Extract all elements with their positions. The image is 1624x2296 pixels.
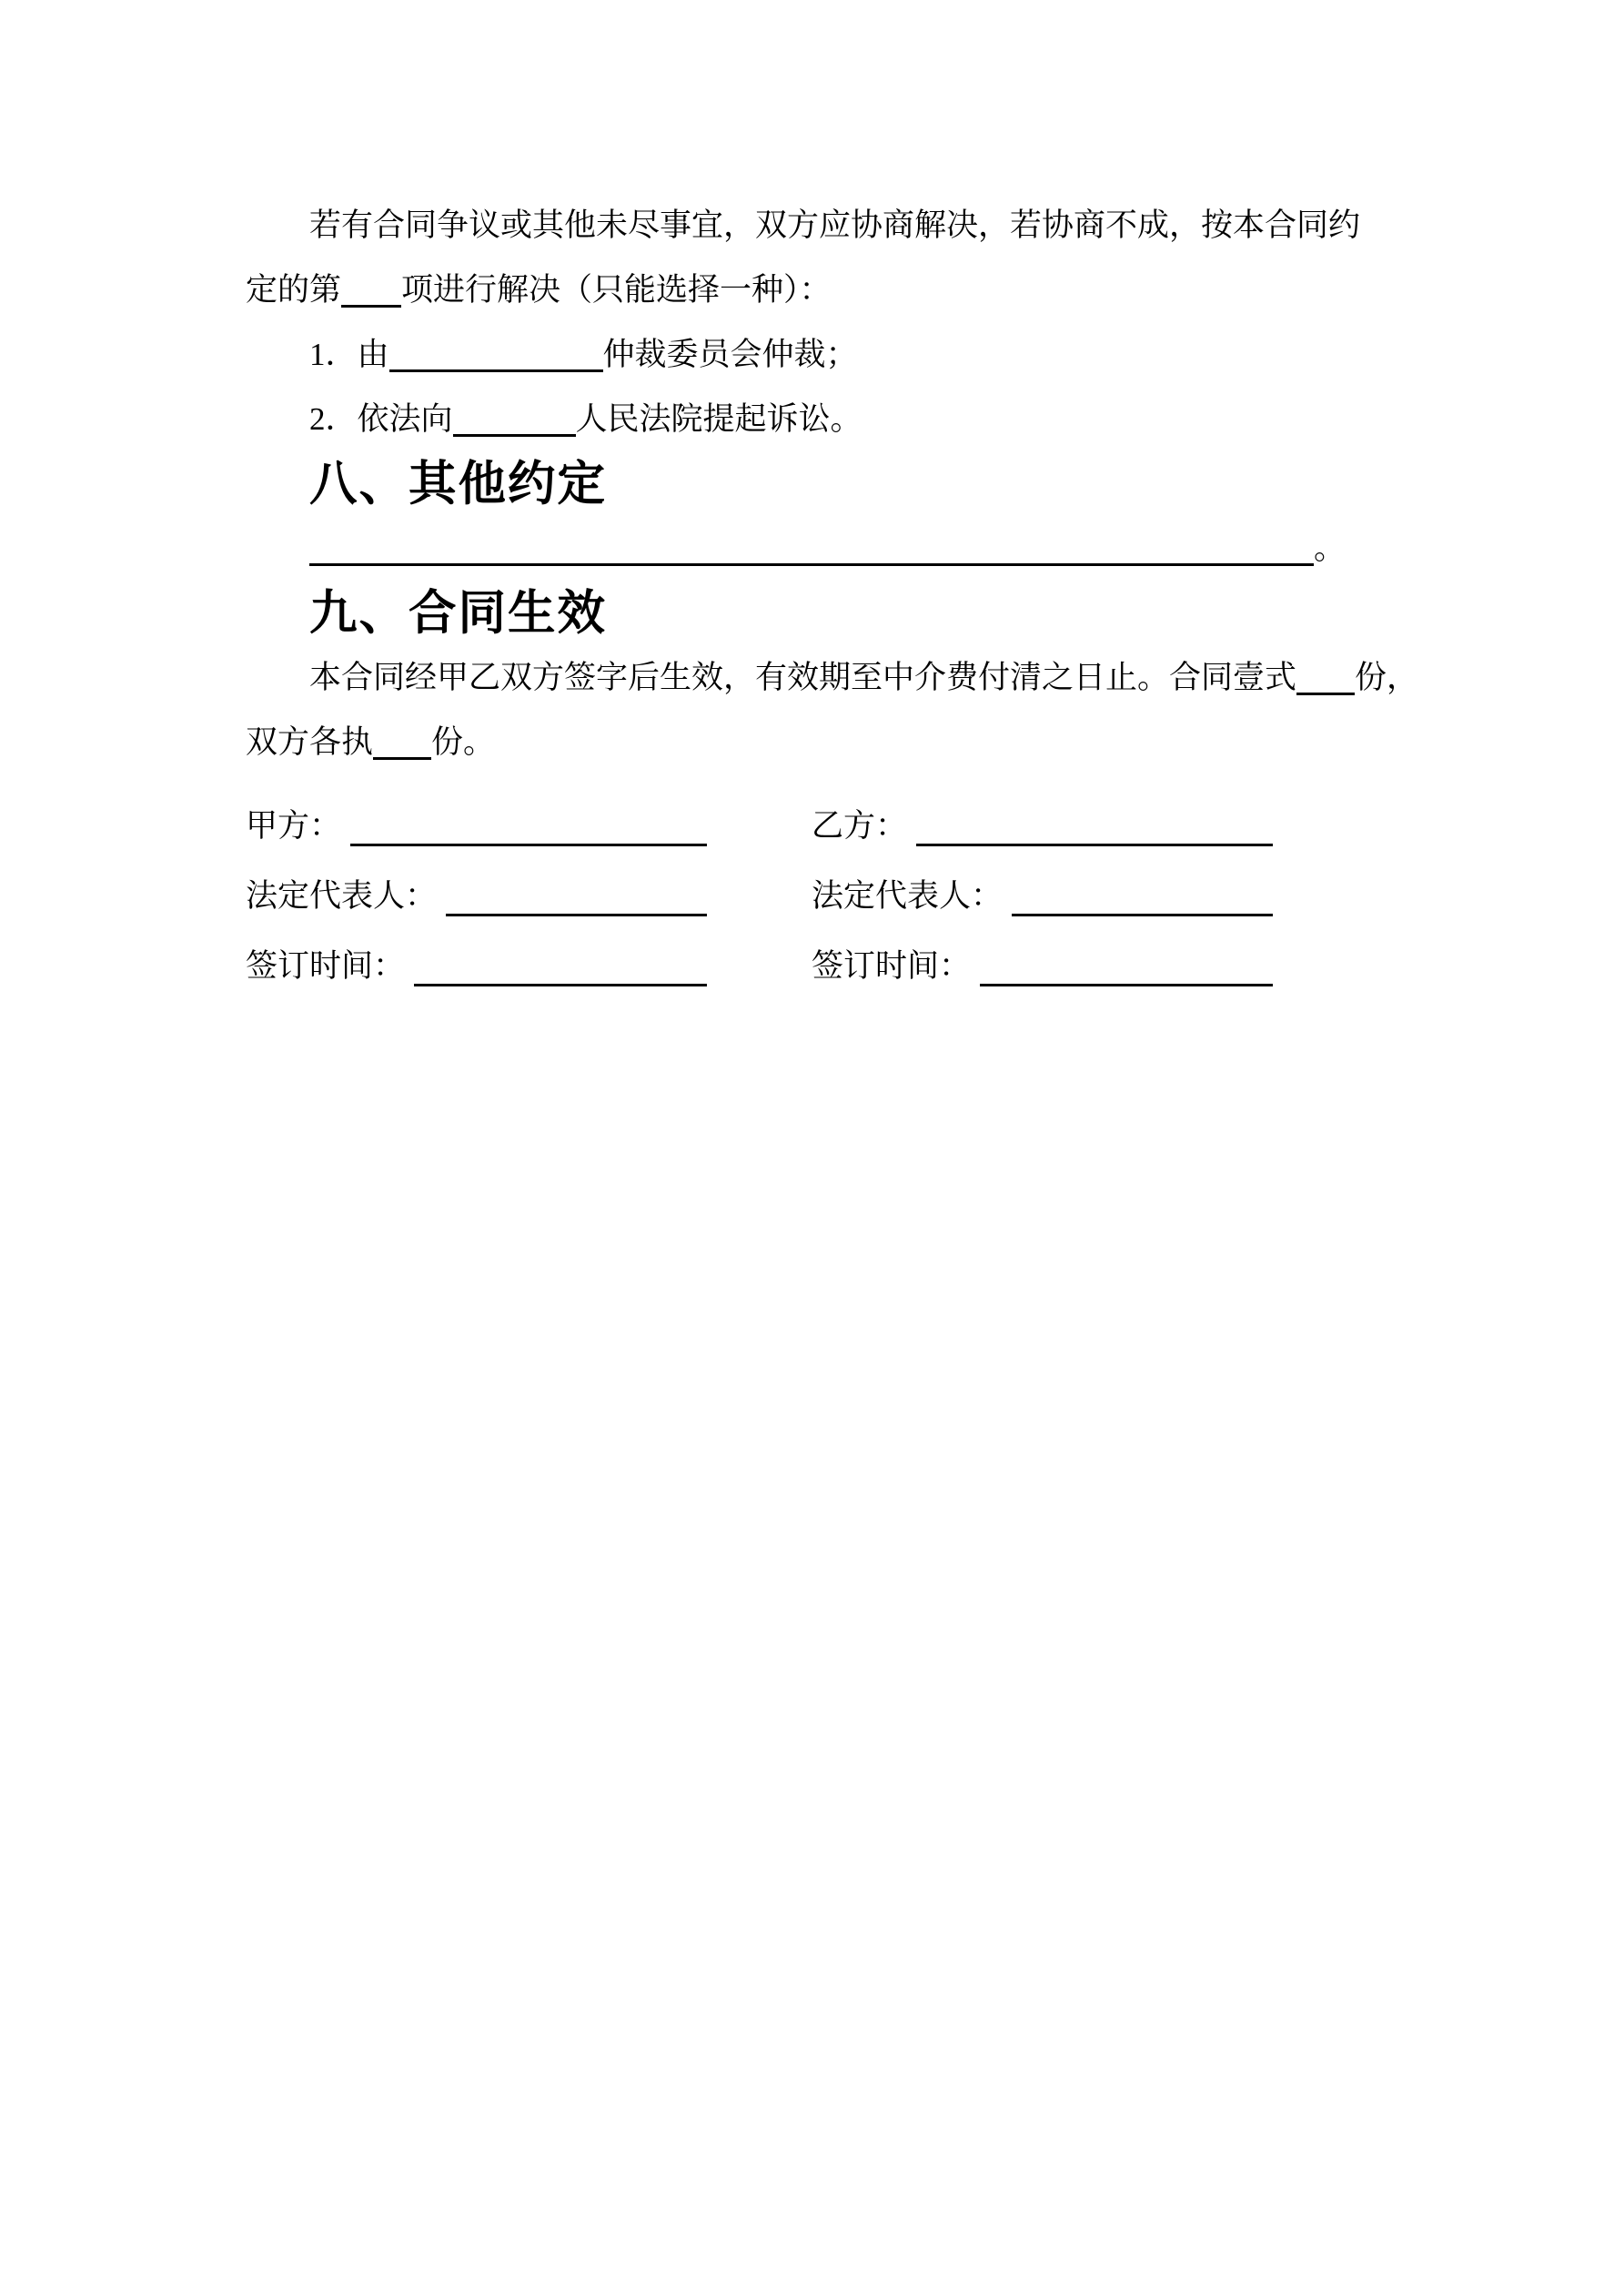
blank-party-b-legal-rep <box>1012 861 1273 916</box>
blank-party-a-name <box>350 791 707 846</box>
blank-court-name <box>453 407 576 437</box>
blank-total-copies <box>1296 665 1355 695</box>
party-a-signature <box>246 791 707 861</box>
effect-paragraph-line1 <box>246 645 1419 710</box>
other-agreements-period: 。 <box>1314 531 1347 566</box>
blank-other-agreements <box>309 536 1314 566</box>
party-a-label: 甲方： <box>246 808 342 844</box>
party-a-sign-time <box>246 931 707 1001</box>
blank-party-b-name <box>916 791 1273 846</box>
signature-block <box>246 791 1378 1001</box>
dispute-line2-prefix: 定的第 <box>246 272 342 308</box>
effect-line2-suffix: 份。 <box>431 724 496 760</box>
party-b-sign-time-label: 签订时间： <box>812 948 972 984</box>
section-8-heading-text: 八、其他约定 <box>309 457 608 511</box>
option-1-suffix: 仲裁委员会仲裁； <box>602 337 858 372</box>
signature-row-legal-rep <box>246 861 1378 931</box>
party-b-signature <box>812 791 1273 861</box>
blank-arbitration-committee-name <box>389 342 603 372</box>
section-8-heading <box>246 451 1378 516</box>
option-2-prefix: 2．依法向 <box>309 401 453 437</box>
other-agreements-blank-line <box>246 516 1378 581</box>
signature-row-sign-time <box>246 931 1378 1001</box>
dispute-line1-text: 若有合同争议或其他未尽事宜，双方应协商解决，若协商不成，按本合同约 <box>309 207 1361 243</box>
party-a-legal-rep <box>246 861 707 931</box>
option-1-arbitration <box>246 322 1378 387</box>
section-9-heading <box>246 581 1378 645</box>
blank-party-a-legal-rep <box>446 861 707 916</box>
effect-line1-prefix: 本合同经甲乙双方签字后生效，有效期至中介费付清之日止。合同壹式 <box>309 660 1297 695</box>
option-1-prefix: 1．由 <box>309 337 389 372</box>
party-a-legal-rep-label: 法定代表人： <box>246 878 438 914</box>
contract-body <box>0 0 1624 1001</box>
signature-row-party <box>246 791 1378 861</box>
party-b-legal-rep <box>812 861 1273 931</box>
blank-party-a-sign-time <box>414 931 707 986</box>
effect-line1-suffix: 份， <box>1355 660 1419 695</box>
party-b-label: 乙方： <box>812 808 908 844</box>
dispute-paragraph-line1 <box>246 193 1378 258</box>
section-9-heading-text: 九、合同生效 <box>309 586 608 640</box>
party-a-sign-time-label: 签订时间： <box>246 948 406 984</box>
blank-chosen-option-number <box>341 278 401 308</box>
option-2-litigation <box>246 387 1378 451</box>
party-b-sign-time <box>812 931 1273 1001</box>
blank-copies-each-party <box>373 730 431 760</box>
effect-paragraph-line2 <box>246 710 1378 774</box>
option-2-suffix: 人民法院提起诉讼。 <box>575 401 862 437</box>
party-b-legal-rep-label: 法定代表人： <box>812 878 1004 914</box>
blank-party-b-sign-time <box>980 931 1273 986</box>
dispute-paragraph-line2 <box>246 258 1378 322</box>
effect-line2-prefix: 双方各执 <box>246 724 374 760</box>
dispute-line2-suffix: 项进行解决（只能选择一种）： <box>401 272 832 308</box>
